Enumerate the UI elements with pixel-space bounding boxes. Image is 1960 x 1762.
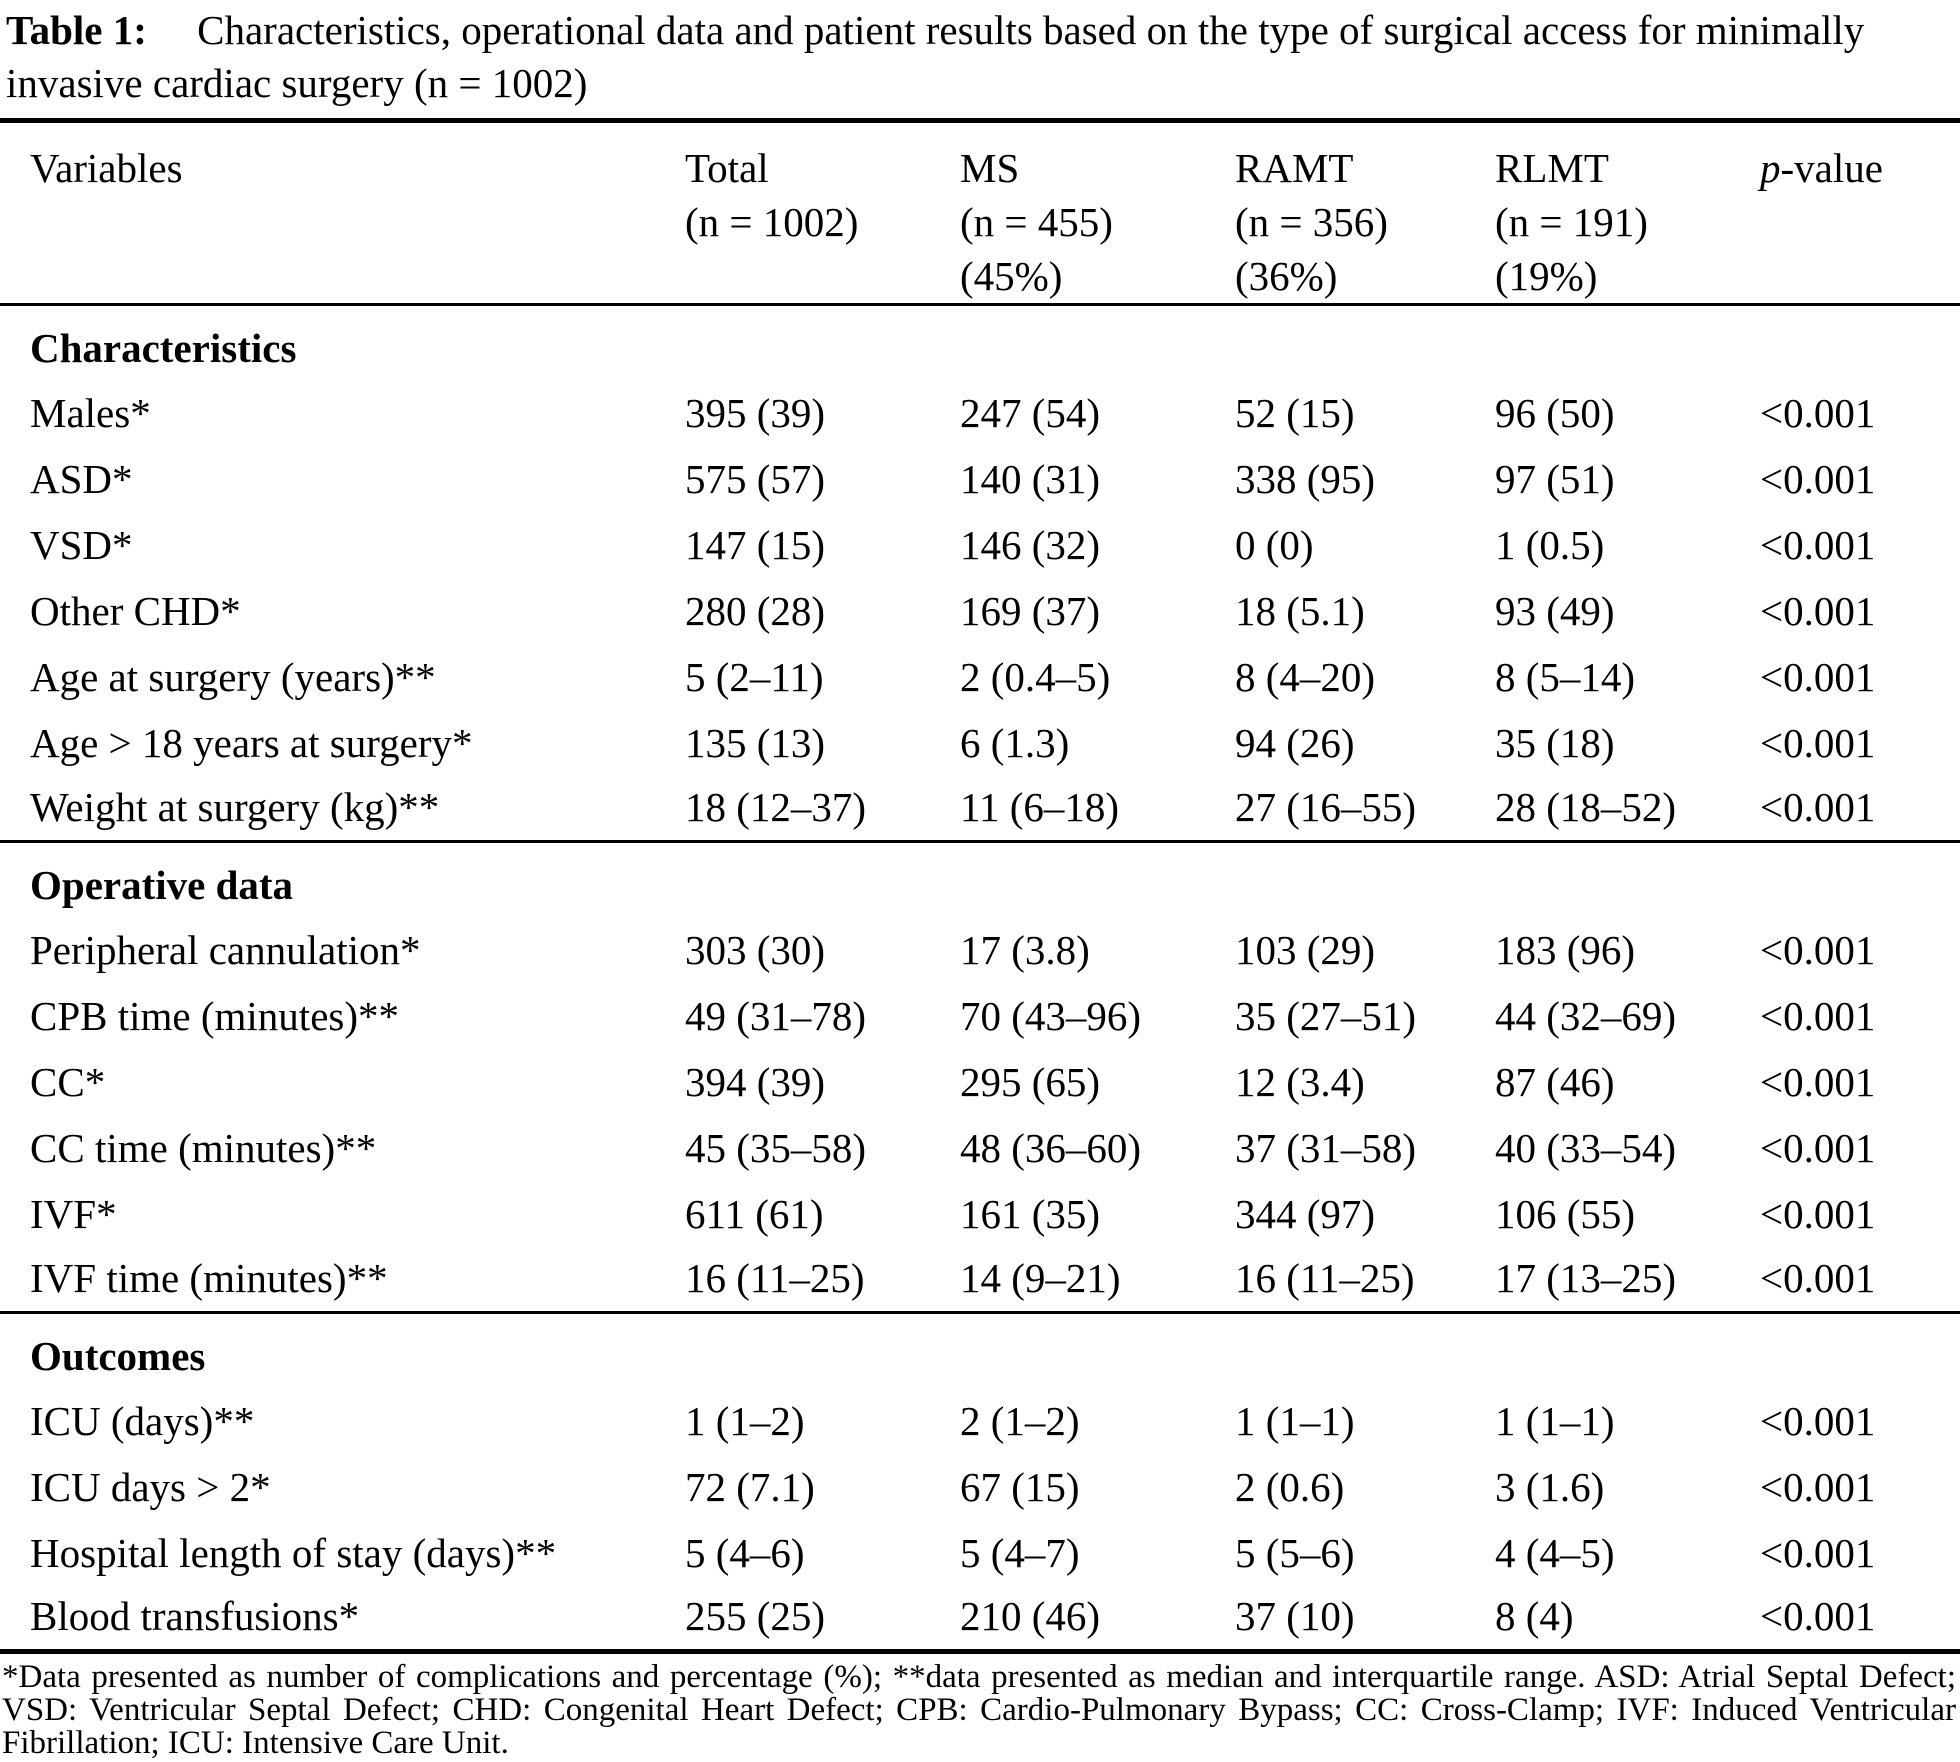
value-cell-rlmt: 1 (0.5) <box>1495 521 1605 568</box>
table-row <box>0 446 1960 512</box>
value-cell-ramt: 344 (97) <box>1235 1190 1376 1237</box>
value-cell-rlmt: 96 (50) <box>1495 389 1615 436</box>
table-row <box>0 1049 1960 1115</box>
value-cell-ms: 210 (46) <box>960 1593 1101 1639</box>
header-line-name: Variables <box>30 145 183 191</box>
value-cell-ramt: 1 (1–1) <box>1235 1397 1355 1444</box>
value-cell-rlmt: 97 (51) <box>1495 455 1615 502</box>
row-label-cell: CC time (minutes)** <box>30 1124 377 1171</box>
value-cell-ms: 140 (31) <box>960 455 1101 502</box>
value-cell-ramt: 52 (15) <box>1235 389 1355 436</box>
value-cell-ramt: 2 (0.6) <box>1235 1463 1345 1510</box>
row-label-cell: VSD* <box>30 521 133 568</box>
value-cell-ramt: 27 (16–55) <box>1235 784 1417 830</box>
header-line-pct <box>685 249 960 303</box>
pvalue-cell: <0.001 <box>1760 521 1876 568</box>
pvalue-cell: <0.001 <box>1760 1397 1876 1444</box>
row-label-cell: Other CHD* <box>30 587 241 634</box>
column-header-pvalue <box>1760 121 1960 305</box>
header-line-name: MS <box>960 145 1020 191</box>
value-cell-ramt: 12 (3.4) <box>1235 1058 1365 1105</box>
pvalue-cell: <0.001 <box>1760 719 1876 766</box>
section-header-row <box>0 842 1960 917</box>
row-label-cell: Males* <box>30 389 151 436</box>
section-title: Characteristics <box>30 324 297 371</box>
header-row <box>0 121 1960 305</box>
pvalue-cell: <0.001 <box>1760 1058 1876 1105</box>
value-cell-rlmt: 183 (96) <box>1495 926 1636 973</box>
value-cell-ramt: 338 (95) <box>1235 455 1376 502</box>
value-cell-ms: 17 (3.8) <box>960 926 1090 973</box>
header-line-name: RAMT <box>1235 145 1354 191</box>
row-label-cell: IVF* <box>30 1190 117 1237</box>
table-row <box>0 644 1960 710</box>
section-header-row <box>0 305 1960 380</box>
row-label-cell: CC* <box>30 1058 106 1105</box>
value-cell-total: 575 (57) <box>685 455 826 502</box>
header-line-n: (n = 1002) <box>685 199 859 245</box>
value-cell-ms: 48 (36–60) <box>960 1124 1142 1171</box>
column-header-total <box>685 121 960 305</box>
value-cell-ramt: 18 (5.1) <box>1235 587 1365 634</box>
table-row <box>0 1586 1960 1652</box>
value-cell-ms: 146 (32) <box>960 521 1101 568</box>
header-line-n: (n = 191) <box>1495 199 1648 245</box>
pvalue-cell: <0.001 <box>1760 1463 1876 1510</box>
value-cell-ramt: 0 (0) <box>1235 521 1314 568</box>
footnote: *Data presented as number of complications and percentage (%); **data presented as median and interquartile range. ASD: Atrial Septal Defect; VSD: Ventricular Septal Defect; CHD: Congenital Heart Defect; CPB: Cardio-Pulmonary Bypass; CC: Cross-Clamp; IVF: Induced Ventricular Fibrillation; ICU: Intensive Care Unit. <box>2 1659 1956 1761</box>
value-cell-ramt: 103 (29) <box>1235 926 1376 973</box>
value-cell-rlmt: 40 (33–54) <box>1495 1124 1677 1171</box>
header-line-pct: (36%) <box>1235 253 1338 299</box>
row-label-cell: Age at surgery (years)** <box>30 653 436 700</box>
table-row <box>0 1454 1960 1520</box>
table-row <box>0 1388 1960 1454</box>
table-caption-label: Table 1: <box>6 7 147 53</box>
column-header-ramt <box>1235 121 1495 305</box>
value-cell-total: 16 (11–25) <box>685 1255 865 1301</box>
table-row <box>0 512 1960 578</box>
table-row <box>0 776 1960 842</box>
table-caption <box>0 0 1960 110</box>
table-row <box>0 710 1960 776</box>
value-cell-ms: 70 (43–96) <box>960 992 1142 1039</box>
header-line-name: RLMT <box>1495 145 1609 191</box>
header-line-pct: (45%) <box>960 253 1063 299</box>
pvalue-cell: <0.001 <box>1760 784 1876 830</box>
pvalue-cell: <0.001 <box>1760 587 1876 634</box>
table-row <box>0 380 1960 446</box>
value-cell-total: 5 (2–11) <box>685 653 824 700</box>
header-line-n: (n = 356) <box>1235 199 1388 245</box>
value-cell-rlmt: 8 (5–14) <box>1495 653 1636 700</box>
row-label-cell: IVF time (minutes)** <box>30 1255 388 1301</box>
section-title: Outcomes <box>0 1313 1960 1388</box>
value-cell-rlmt: 3 (1.6) <box>1495 1463 1605 1510</box>
pvalue-cell: <0.001 <box>1760 389 1876 436</box>
header-line-name: Total <box>685 145 769 191</box>
header-line-name <box>1760 141 1960 195</box>
value-cell-total: 135 (13) <box>685 719 826 766</box>
row-label-cell: Peripheral cannulation* <box>30 926 421 973</box>
value-cell-total: 45 (35–58) <box>685 1124 867 1171</box>
table-body <box>0 305 1960 1652</box>
section-header-row <box>0 1313 1960 1388</box>
row-label-cell: Weight at surgery (kg)** <box>30 784 440 830</box>
pvalue-cell: <0.001 <box>1760 926 1876 973</box>
value-cell-rlmt: 1 (1–1) <box>1495 1397 1615 1444</box>
row-label-cell: CPB time (minutes)** <box>30 992 399 1039</box>
value-cell-rlmt: 17 (13–25) <box>1495 1255 1677 1301</box>
value-cell-ms: 2 (0.4–5) <box>960 653 1111 700</box>
pvalue-cell: <0.001 <box>1760 455 1876 502</box>
value-cell-ramt: 8 (4–20) <box>1235 653 1376 700</box>
value-cell-rlmt: 44 (32–69) <box>1495 992 1677 1039</box>
value-cell-ms: 6 (1.3) <box>960 719 1070 766</box>
value-cell-ms: 2 (1–2) <box>960 1397 1080 1444</box>
value-cell-total: 303 (30) <box>685 926 826 973</box>
header-line-n: (n = 455) <box>960 199 1113 245</box>
value-cell-ms: 5 (4–7) <box>960 1529 1080 1576</box>
value-cell-rlmt: 8 (4) <box>1495 1593 1574 1639</box>
table-row <box>0 1247 1960 1313</box>
value-cell-total: 18 (12–37) <box>685 784 867 830</box>
row-label-cell: Blood transfusions* <box>30 1593 360 1639</box>
row-label-cell: Age > 18 years at surgery* <box>30 719 473 766</box>
pvalue-cell: <0.001 <box>1760 1255 1876 1301</box>
row-label-cell: ICU (days)** <box>30 1397 255 1444</box>
value-cell-total: 147 (15) <box>685 521 826 568</box>
value-cell-rlmt: 35 (18) <box>1495 719 1615 766</box>
value-cell-ramt: 35 (27–51) <box>1235 992 1417 1039</box>
value-cell-ramt: 37 (10) <box>1235 1593 1355 1639</box>
value-cell-total: 611 (61) <box>685 1190 824 1237</box>
row-label-cell: ASD* <box>30 455 133 502</box>
value-cell-total: 5 (4–6) <box>685 1529 805 1576</box>
value-cell-ms: 11 (6–18) <box>960 784 1120 830</box>
pvalue-rest: -value <box>1780 145 1883 191</box>
column-header-variables <box>0 121 685 305</box>
row-label-cell: ICU days > 2* <box>30 1463 271 1510</box>
value-cell-total: 49 (31–78) <box>685 992 867 1039</box>
table-row <box>0 1115 1960 1181</box>
column-header-rlmt <box>1495 121 1760 305</box>
value-cell-total: 255 (25) <box>685 1593 826 1639</box>
table-row <box>0 1520 1960 1586</box>
section-title: Operative data <box>0 842 1960 917</box>
table-caption-text: Characteristics, operational data and patient results based on the type of surgical access for minimally invasive cardiac surgery (n = 1002) <box>6 7 1865 106</box>
value-cell-rlmt: 4 (4–5) <box>1495 1529 1615 1576</box>
pvalue-cell: <0.001 <box>1760 1593 1876 1639</box>
table-row <box>0 1181 1960 1247</box>
value-cell-total: 72 (7.1) <box>685 1463 815 1510</box>
pvalue-cell: <0.001 <box>1760 1529 1876 1576</box>
value-cell-total: 394 (39) <box>685 1058 826 1105</box>
value-cell-rlmt: 93 (49) <box>1495 587 1615 634</box>
value-cell-rlmt: 28 (18–52) <box>1495 784 1677 830</box>
table-header <box>0 121 1960 305</box>
pvalue-italic-p: p <box>1760 145 1781 191</box>
table-row <box>0 983 1960 1049</box>
pvalue-cell: <0.001 <box>1760 653 1876 700</box>
value-cell-ms: 14 (9–21) <box>960 1255 1121 1301</box>
value-cell-ms: 169 (37) <box>960 587 1101 634</box>
value-cell-rlmt: 106 (55) <box>1495 1190 1636 1237</box>
value-cell-ms: 161 (35) <box>960 1190 1101 1237</box>
pvalue-cell: <0.001 <box>1760 1124 1876 1171</box>
pvalue-cell: <0.001 <box>1760 1190 1876 1237</box>
pvalue-cell: <0.001 <box>1760 992 1876 1039</box>
value-cell-ms: 247 (54) <box>960 389 1101 436</box>
value-cell-ramt: 94 (26) <box>1235 719 1355 766</box>
row-label-cell: Hospital length of stay (days)** <box>30 1529 557 1576</box>
table-row <box>0 578 1960 644</box>
header-line-pct: (19%) <box>1495 253 1598 299</box>
table-row <box>0 917 1960 983</box>
value-cell-ramt: 37 (31–58) <box>1235 1124 1417 1171</box>
value-cell-ramt: 16 (11–25) <box>1235 1255 1415 1301</box>
value-cell-total: 395 (39) <box>685 389 826 436</box>
value-cell-ramt: 5 (5–6) <box>1235 1529 1355 1576</box>
value-cell-total: 280 (28) <box>685 587 826 634</box>
column-header-ms <box>960 121 1235 305</box>
results-table <box>0 118 1960 1654</box>
value-cell-rlmt: 87 (46) <box>1495 1058 1615 1105</box>
value-cell-ms: 67 (15) <box>960 1463 1080 1510</box>
value-cell-total: 1 (1–2) <box>685 1397 805 1444</box>
value-cell-ms: 295 (65) <box>960 1058 1101 1105</box>
